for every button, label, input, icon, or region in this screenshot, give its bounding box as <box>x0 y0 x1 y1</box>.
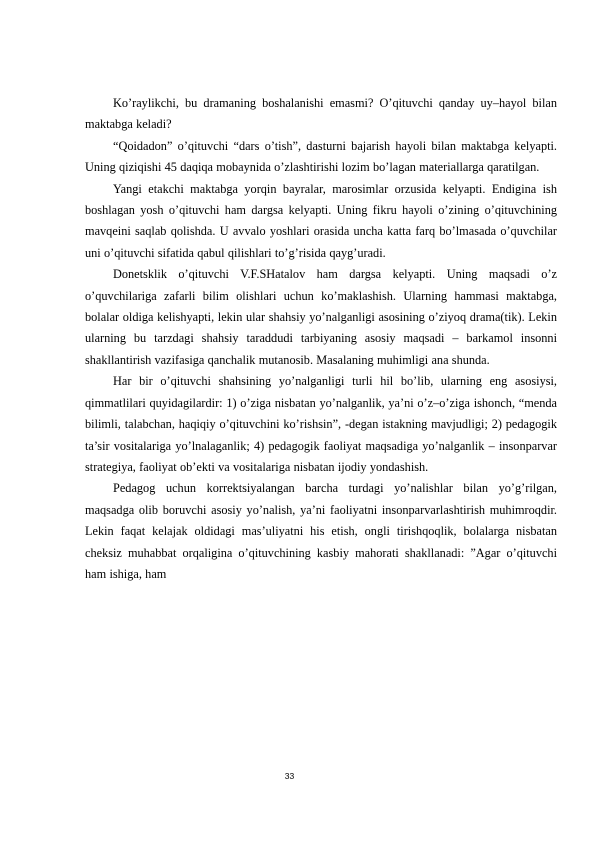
paragraph: Har bir o’qituvchi shahsining yo’nalganligi turli hil bo’lib, ularning eng asosiysi, qimmatlilari quyidagilardir: 1) o’ziga nisbatan yo’nalganlik, ya’ni o’z–o’ziga ishonch, “menda bilimli, talabchan, haqiqiy o’qituvchini ko’rishsin”, -degan istakning mavjudligi; 2) pedagogik ta’sir vositalariga yo’lnalaganlik; 4) pedagogik faoliyat maqsadiga yo’nalganlik – insonparvar strategiya, faoliyat ob’ekti va vositalariga nisbatan ijodiy yondashish. <box>85 374 557 474</box>
document-body <box>85 93 557 585</box>
paragraph: Donetsklik o’qituvchi V.F.SHatalov ham dargsa kelyapti. Uning maqsadi o’z o’quvchilariga zafarli bilim olishlari uchun ko’maklashish. Ularning hammasi maktabga, bolalar oldiga kelishyapti, lekin ular shahsiy yo’nalganligi asosining o’ziyoq drama(tik). Lekin ularning bu tarzdagi shahsiy taraddudi tarbiyaning asosiy maqsadi – barkamol insonni shakllantirish vazifasiga qanchalik mutanosib. Masalaning muhimligi ana shunda. <box>85 267 557 367</box>
paragraph: Pedagog uchun korrektsiyalangan barcha turdagi yo’nalishlar bilan yo’g’rilgan, maqsadga olib boruvchi asosiy yo’nalish, ya’ni faoliyatni insonparvarlashtirish muhimroqdir. Lekin faqat kelajak oldidagi mas’uliyatni his etish, ongli tirishqoqlik, bolalarga nisbatan cheksiz muhabbat orqaligina o’qituvchining kasbiy mahorati shakllanadi: ”Agar o’qituvchi ham ishiga, ham <box>85 481 557 581</box>
paragraph: “Qoidadon” o’qituvchi “dars o’tish”, dasturni bajarish hayoli bilan maktabga kelyapti. Uning qiziqishi 45 daqiqa mobaynida o’zlashtirishi lozim bo’lagan materiallarga qaratilgan. <box>85 138 557 175</box>
paragraph: Yangi etakchi maktabga yorqin bayralar, marosimlar orzusida kelyapti. Endigina ish boshlagan yosh o’qituvchi ham dargsa kelyapti. Uning fikru hayoli o’zining o’qituvchining mavqeini saqlab qolishda. U avvalo yoshlari orasida uncha katta farq bo’lmasada o’quvchilar uni o’qituvchi sifatida qabul qilishlari to’g’risida qayg’uradi. <box>85 181 557 260</box>
page-number <box>0 771 595 781</box>
page-number-text: 33 <box>284 771 295 781</box>
paragraph: Ko’raylikchi, bu dramaning boshalanishi emasmi? O’qituvchi qanday uy–hayol bilan maktabga keladi? <box>85 96 557 132</box>
